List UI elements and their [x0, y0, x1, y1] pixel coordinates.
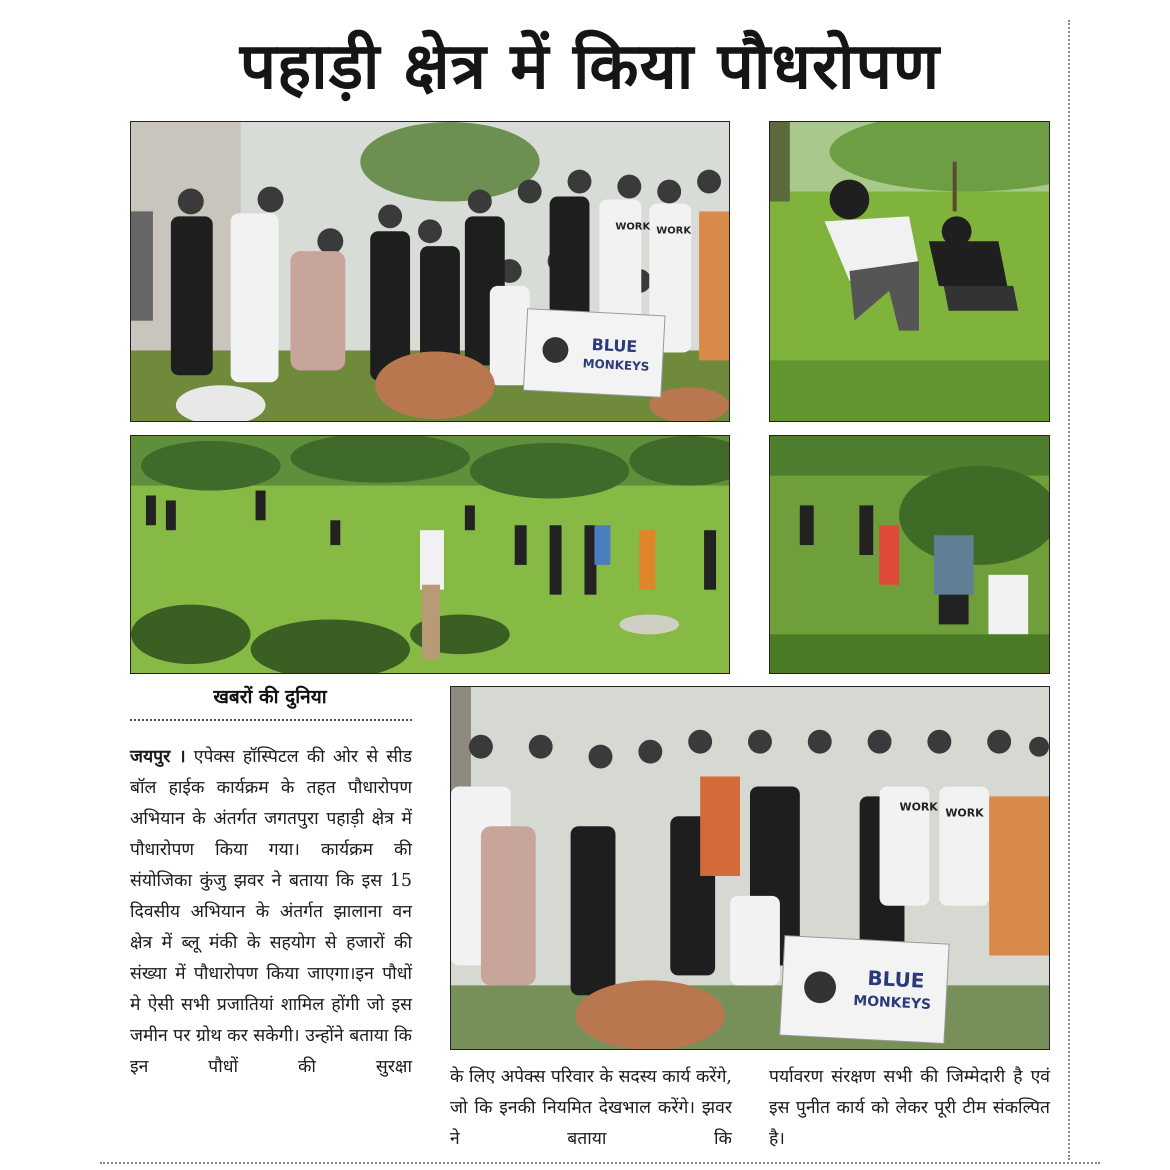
byline-rule: [130, 719, 412, 721]
byline: खबरों की दुनिया: [213, 686, 327, 708]
photo-large-group: [450, 686, 1050, 1050]
article-column-2: के लिए अपेक्स परिवार के सदस्य कार्य करेंगे, जो कि इनकी नियमित देखभाल करेंगे। झवर ने बताया कि: [450, 1067, 732, 1149]
column-divider-right: [1068, 20, 1070, 1160]
shirt-text-left: WORK: [615, 221, 651, 233]
shirt-text-right-large: WORK: [945, 806, 984, 820]
dateline: जयपुर ।: [130, 747, 186, 767]
banner-text-line2-large: MONKEYS: [852, 992, 932, 1013]
shirt-text-left-large: WORK: [899, 800, 938, 814]
photo-hikers-climbing: [769, 435, 1050, 674]
banner-text-line2: MONKEYS: [582, 356, 650, 374]
headline: पहाड़ी क्षेत्र में किया पौधरोपण: [239, 30, 941, 104]
page-bottom-rule: [100, 1162, 1100, 1164]
banner-text-line1-large: BLUE: [866, 966, 925, 993]
article-text-column-1: एपेक्स हॉस्पिटल की ओर से सीड बॉल हाईक कार्यक्रम के तहत पौधारोपण अभियान के अंतर्गत जगतपुरा पहाड़ी क्षेत्र में पौधारोपण किया गया। कार्यक्रम की संयोजिका कुंजु झवर ने बताया कि इस 15 दिवसीय अभियान के अंतर्गत झालाना वन क्षेत्र में ब्लू मंकी के सहयोग से हजारों की संख्या में पौधारोपण किया जाएगा।इन पौधों मे ऐसी सभी प्रजातियां शामिल होंगी जो इस जमीन पर ग्रोथ कर सकेगी। उन्होंने बताया कि इन पौधों की सुरक्षा: [130, 747, 412, 1077]
banner-text-line1: BLUE: [591, 334, 638, 357]
photo-group-with-banner: [130, 121, 730, 422]
photo-hikers-on-meadow: [130, 435, 730, 674]
article-column-3: पर्यावरण संरक्षण सभी की जिम्मेदारी है एवं इस पुनीत कार्य को लेकर पूरी टीम संकल्पित है।: [769, 1067, 1050, 1149]
photo-planting-on-slope: [769, 121, 1050, 422]
shirt-text-right: WORK: [656, 225, 692, 237]
article-column-1: [130, 742, 412, 1152]
